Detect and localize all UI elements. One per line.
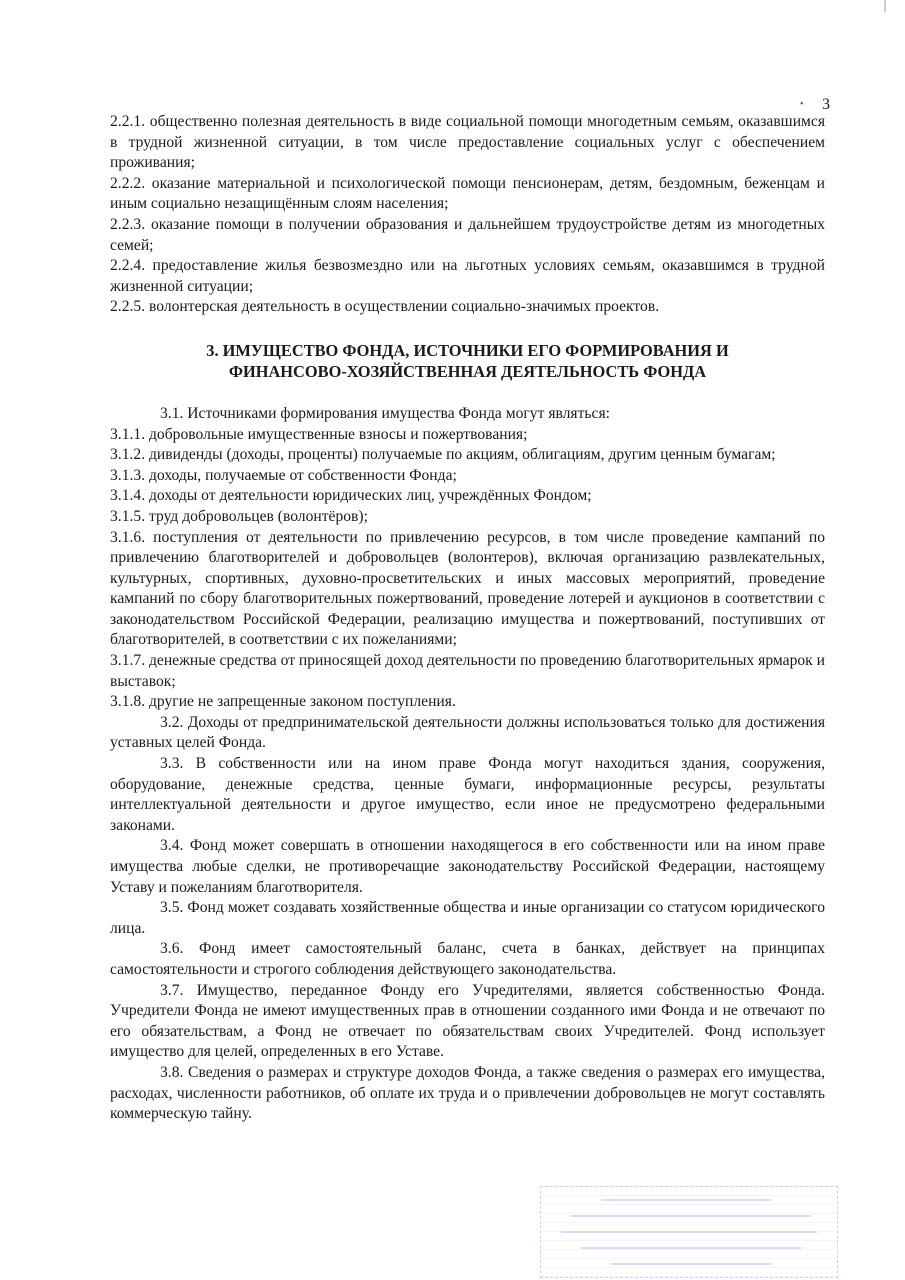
list-item-3-1-5: 3.1.5. труд добровольцев (волонтёров); xyxy=(110,507,368,525)
list-item-3-1-3: 3.1.3. доходы, получаемые от собственности Фонда; xyxy=(110,466,457,484)
paragraph-3-4: 3.4. Фонд может совершать в отношении находящегося в его собственности или на ином праве имущества любые сделки, не противоречащие законодательству Российской Федерации, настоящему Уставу и пожеланиям благотворителя. xyxy=(110,837,825,896)
scan-dot: • xyxy=(800,99,804,110)
stamp-line xyxy=(571,1215,811,1217)
list-item-3-1-6: 3.1.6. поступления от деятельности по привлечению ресурсов, в том числе проведение кампаний по привлечению благотворителей и добровольцев (волонтеров), включая организацию развлекательных, культурных, спортивных, духовно-просветительских и иных массовых мероприятий, проведение кампаний по сбору благотворительных пожертвований, проведение лотерей и аукционов в соответствии с законодательством Российской Федерации, реализацию имущества и пожертвований, поступивших от благотворителей, в соответствии с их пожеланиями; xyxy=(110,528,825,649)
section-3-heading-line-1: 3. ИМУЩЕСТВО ФОНДА, ИСТОЧНИКИ ЕГО ФОРМИРОВАНИЯ И xyxy=(206,340,729,360)
paragraph-3-3: 3.3. В собственности или на ином праве Фонда могут находиться здания, сооружения, оборудование, денежные средства, ценные бумаги, информационные ресурсы, результаты интеллектуальной деятельности и другое имущество, если иное не предусмотрено федеральными законами. xyxy=(110,755,825,834)
list-item-2-2-3: 2.2.3. оказание помощи в получении образования и дальнейшем трудоустройстве детям из многодетных семей; xyxy=(110,215,825,254)
list-item-2-2-2: 2.2.2. оказание материальной и психологической помощи пенсионерам, детям, бездомным, беженцам и иным социально незащищённым слоям населения; xyxy=(110,174,825,213)
list-item-2-2-5: 2.2.5. волонтерская деятельность в осуществлении социально-значимых проектов. xyxy=(110,298,660,316)
page-number: 3 xyxy=(822,96,830,113)
list-item-3-1-1: 3.1.1. добровольные имущественные взносы и пожертвования; xyxy=(110,425,528,443)
stamp-line xyxy=(611,1263,771,1265)
list-item-2-2-4: 2.2.4. предоставление жилья безвозмездно или на льготных условиях семьям, оказавшимся в трудной жизненной ситуации; xyxy=(110,257,825,295)
scan-edge-mark xyxy=(884,0,886,12)
list-item-3-1-7: 3.1.7. денежные средства от приносящей доход деятельности по проведению благотворительных ярмарок и выставок; xyxy=(110,652,825,690)
paragraph-3-7: 3.7. Имущество, переданное Фонду его Учредителями, является собственностью Фонда. Учредители Фонда не имеют имущественных прав в отношении созданного ими Фонда и не отвечают по его обязательствам, а Фонд не отвечает по обязательствам своих Учредителей. Фонд использует имущество для целей, определенных в его Уставе. xyxy=(110,981,825,1061)
paragraph-3-1: 3.1. Источниками формирования имущества Фонда могут являться: xyxy=(160,404,610,422)
stamp-line xyxy=(581,1247,801,1249)
paragraph-3-2: 3.2. Доходы от предпринимательской деятельности должны использоваться только для достижения уставных целей Фонда. xyxy=(110,713,825,752)
faded-stamp xyxy=(540,1186,838,1278)
paragraph-3-5: 3.5. Фонд может создавать хозяйственные общества и иные организации со статусом юридического лица. xyxy=(110,899,825,937)
section-3-heading-line-2: ФИНАНСОВО-ХОЗЯЙСТВЕННАЯ ДЕЯТЕЛЬНОСТЬ ФОНДА xyxy=(228,361,707,381)
list-item-2-2-1: 2.2.1. общественно полезная деятельность в виде социальной помощи многодетным семьям, оказавшимся в трудной жизненной ситуации, в том числе предоставление социальных услуг с обеспечением проживания; xyxy=(110,113,825,172)
list-item-3-1-2: 3.1.2. дивиденды (доходы, проценты) получаемые по акциям, облигациям, другим ценным бумагам; xyxy=(110,446,776,464)
section-3-heading xyxy=(110,340,825,382)
stamp-line xyxy=(561,1231,817,1233)
document-body xyxy=(110,112,825,1125)
stamp-line xyxy=(601,1199,771,1201)
list-item-3-1-8: 3.1.8. другие не запрещенные законом поступления. xyxy=(110,693,456,711)
paragraph-3-8: 3.8. Сведения о размерах и структуре доходов Фонда, а также сведения о размерах его имущества, расходах, численности работников, об оплате их труда и о привлечении добровольцев не могут составлять коммерческую тайну. xyxy=(110,1063,825,1123)
paragraph-3-6: 3.6. Фонд имеет самостоятельный баланс, счета в банках, действует на принципах самостоятельности и строгого соблюдения действующего законодательства. xyxy=(110,940,825,978)
list-item-3-1-4: 3.1.4. доходы от деятельности юридических лиц, учреждённых Фондом; xyxy=(110,487,592,505)
